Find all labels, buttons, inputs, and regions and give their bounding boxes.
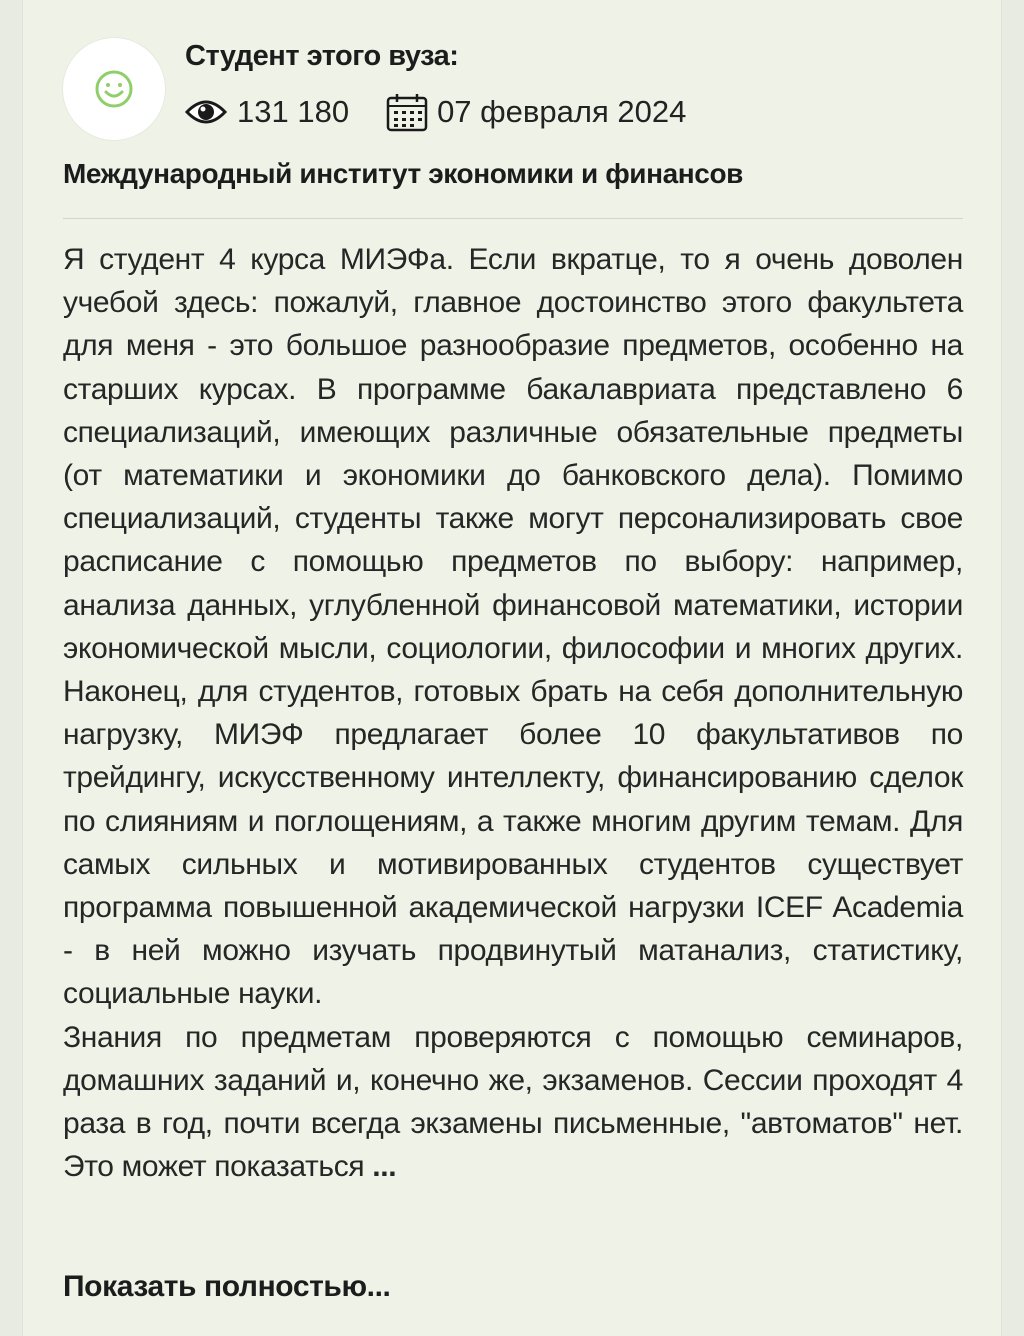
divider — [63, 218, 963, 219]
views-count: 131 180 — [237, 94, 350, 129]
show-more-link[interactable]: Показать полностью... — [63, 1270, 391, 1303]
review-date: 07 февраля 2024 — [437, 94, 687, 129]
smiley-icon — [93, 68, 135, 110]
review-card — [22, 0, 1002, 1336]
eye-icon — [185, 98, 227, 126]
institute-name: Международный институт экономики и финансов — [63, 158, 743, 189]
review-paragraph: Я студент 4 курса МИЭФа. Если вкратце, то я очень доволен учебой здесь: пожалуй, главное достоинство этого факультета для меня - это большое разнообразие предметов, особенно на старших курсах. В программе бакалавриата представлено 6 специализаций, имеющих различные обязательные предметы (от математики и экономики до банковского дела). Помимо специализаций, студенты также могут персонализировать свое расписание с помощью предметов по выбору: например, анализа данных, углубленной финансовой математики, истории экономической мысли, социологии, философии и многих других. Наконец, для студентов, готовых брать на себя дополнительную нагрузку, МИЭФ предлагает более 10 факультативов по трейдингу, искусственному интеллекту, финансированию сделок по слияниям и поглощениям, а также многим другим темам. Для самых сильных и мотивированных студентов существует программа повышенной академической нагрузки ICEF Academia - в ней можно изучать продвинутый матанализ, статистику, социальные науки. — [63, 243, 963, 1011]
avatar — [63, 38, 165, 140]
review-paragraph — [63, 1016, 963, 1189]
truncation-ellipsis: ... — [372, 1150, 397, 1184]
review-author: Студент этого вуза: — [185, 40, 459, 72]
review-paragraph-text: Знания по предметам проверяются с помощью семинаров, домашних заданий и, конечно же, экзаменов. Сессии проходят 4 раза в год, почти всегда экзамены письменные, "автоматов" нет. Это может показаться — [63, 1020, 963, 1184]
review-text — [63, 238, 963, 1188]
calendar-icon — [385, 92, 429, 132]
review-meta — [185, 92, 686, 132]
